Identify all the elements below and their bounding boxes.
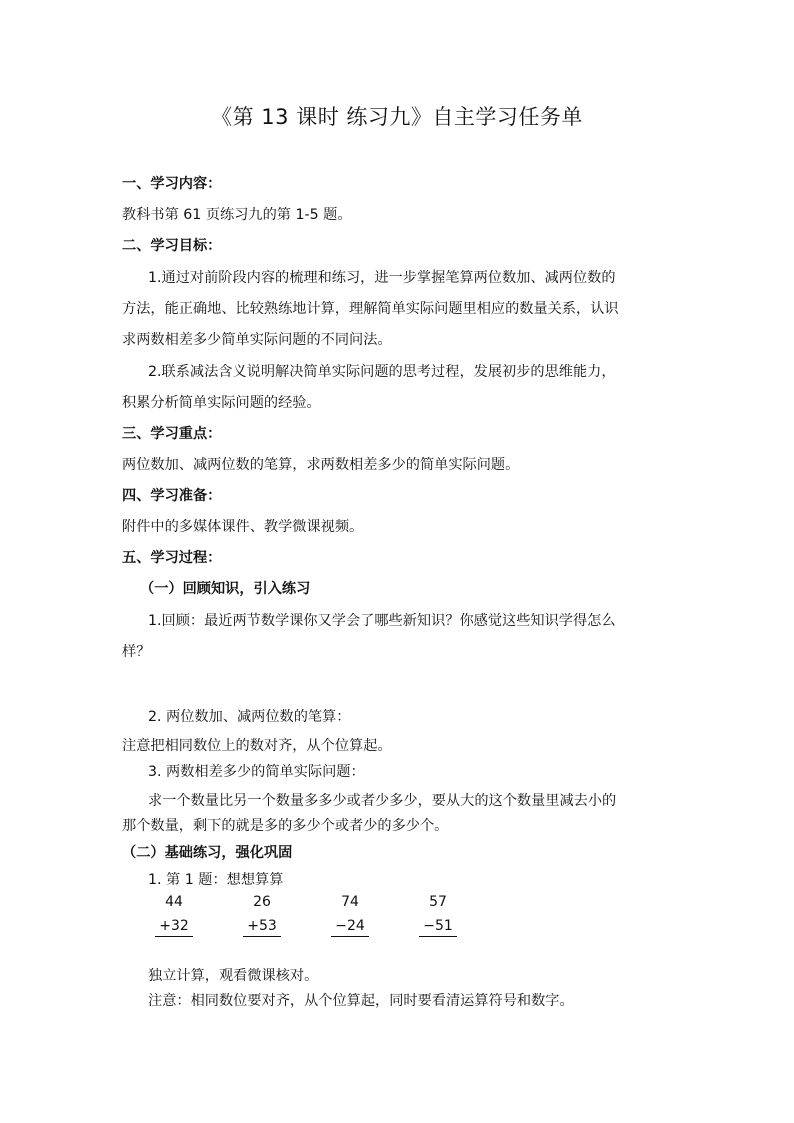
calc-bottom: +32: [155, 916, 193, 937]
calc-top: 44: [165, 894, 183, 910]
item-3-line-1: 求一个数量比另一个数量多多少或者少多少，要从大的这个数量里减去小的: [148, 793, 617, 809]
goal-2-line-1: 2.联系减法含义说明解决简单实际问题的思考过程，发展初步的思维能力，: [148, 364, 616, 380]
content-text: 教科书第 61 页练习九的第 1-5 题。: [122, 207, 352, 223]
calc-bottom: +53: [243, 916, 281, 937]
goal-2-line-2: 积累分析简单实际问题的经验。: [122, 395, 321, 411]
section-heading-process: 五、学习过程：: [122, 550, 222, 566]
vertical-calc: [144, 892, 204, 937]
section-heading-content: 一、学习内容：: [122, 176, 222, 192]
question-1-note-2: 注意：相同数位要对齐，从个位算起，同时要看清运算符号和数字。: [148, 993, 574, 1009]
item-2-title: 2. 两位数加、减两位数的笔算：: [148, 709, 351, 725]
page-title: 《第 13 课时 练习九》自主学习任务单: [211, 105, 583, 129]
part-2-heading: （二）基础练习，强化巩固: [122, 845, 293, 861]
section-heading-preparation: 四、学习准备：: [122, 488, 222, 504]
item-2-note: 注意把相同数位上的数对齐，从个位算起。: [122, 738, 392, 754]
part-1-heading: （一）回顾知识，引入练习: [140, 581, 311, 597]
section-heading-goals: 二、学习目标：: [122, 238, 222, 254]
focus-text: 两位数加、减两位数的笔算，求两数相差多少的简单实际问题。: [122, 457, 520, 473]
review-line-2: 样？: [122, 644, 151, 660]
vertical-calc: [408, 892, 468, 937]
question-1-note-1: 独立计算，观看微课核对。: [148, 968, 319, 984]
vertical-calc: [232, 892, 292, 937]
goal-1-line-3: 求两数相差多少简单实际问题的不同问法。: [122, 332, 392, 348]
calc-top: 26: [253, 894, 271, 910]
question-1-title: 1. 第 1 题：想想算算: [148, 872, 284, 888]
goal-1-line-2: 方法，能正确地、比较熟练地计算，理解简单实际问题里相应的数量关系，认识: [122, 301, 619, 317]
item-3-title: 3. 两数相差多少的简单实际问题：: [148, 764, 365, 780]
preparation-text: 附件中的多媒体课件、教学微课视频。: [122, 519, 364, 535]
review-line-1: 1.回顾：最近两节数学课你又学会了哪些新知识？你感觉这些知识学得怎么: [148, 613, 616, 629]
calc-top: 74: [341, 894, 359, 910]
item-3-line-2: 那个数量，剩下的就是多的多少个或者少的多少个。: [122, 818, 449, 834]
section-heading-focus: 三、学习重点：: [122, 426, 222, 442]
calc-top: 57: [429, 894, 447, 910]
calc-bottom: −51: [419, 916, 457, 937]
calc-bottom: −24: [331, 916, 369, 937]
goal-1-line-1: 1.通过对前阶段内容的梳理和练习，进一步掌握笔算两位数加、减两位数的: [148, 270, 616, 286]
vertical-calc: [320, 892, 380, 937]
